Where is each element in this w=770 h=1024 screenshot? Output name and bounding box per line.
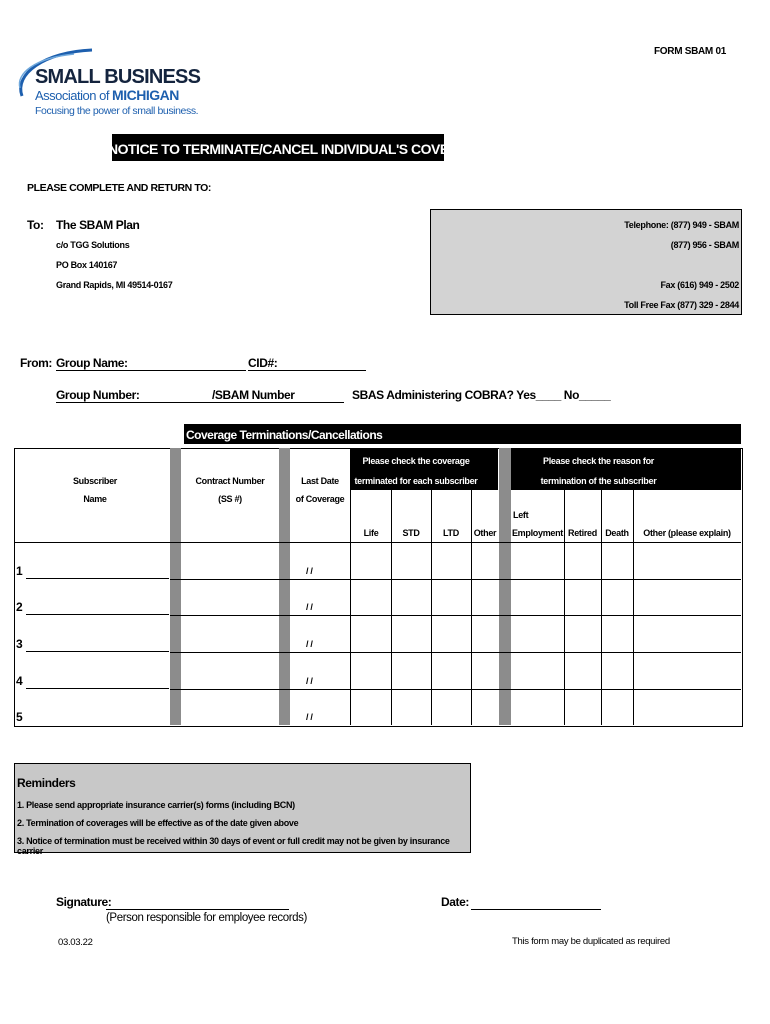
separator-3 [499,448,511,725]
col-std: STD [402,528,420,538]
logo-tagline: Focusing the power of small business. [35,105,199,117]
separator-1 [170,448,181,725]
form-code: FORM SBAM 01 [654,46,726,57]
return-instruction: PLEASE COMPLETE AND RETURN TO: [27,182,212,194]
vline-a [350,448,351,725]
group-name-field[interactable] [56,370,246,371]
col-ltd: LTD [443,528,459,538]
coverage-header-1: Please check the coverage [362,456,470,466]
contract-heading-2: (SS #) [218,494,242,504]
reminders-box [14,763,471,856]
sbam-number-label: /SBAM Number [212,388,295,402]
to-line3: Grand Rapids, MI 49514-0167 [56,280,173,290]
cid-field[interactable] [248,370,366,371]
date-label: Date: [441,895,470,909]
reminder-3: 3. Notice of termination must be received within 30 days of event or full credit may not be given by insurance carrier [17,836,450,856]
contact-telephone-2: (877) 956 - SBAM [670,240,739,250]
signature-field[interactable] [106,909,289,910]
to-line1: c/o TGG Solutions [56,240,130,250]
contact-fax: Fax (616) 949 - 2502 [660,280,739,290]
to-line2: PO Box 140167 [56,260,118,270]
subscriber-name-field-1[interactable] [26,578,169,579]
coverage-title: Coverage Terminations/Cancellations [186,428,383,442]
contact-box [430,209,742,315]
lastdate-heading-2: of Coverage [295,494,345,504]
row-number-5: 5 [16,710,23,724]
col-death: Death [605,528,629,538]
col-left: Left [513,510,529,520]
row-number-2: 2 [16,600,23,614]
coverage-header-2: terminated for each subscriber [354,476,478,486]
hline-1 [170,579,741,580]
subscriber-name-field-4[interactable] [26,688,169,689]
subscriber-name-field-2[interactable] [26,614,169,615]
cobra-question: SBAS Administering COBRA? Yes____ No_____ [352,388,611,402]
from-label: From: [20,356,52,370]
to-name: The SBAM Plan [56,218,140,232]
contract-heading-1: Contract Number [195,476,265,486]
col-retired: Retired [568,528,597,538]
group-name-label: Group Name: [56,356,128,370]
row-number-4: 4 [16,674,23,688]
lastdate-heading-1: Last Date [301,476,339,486]
group-number-field[interactable] [56,402,212,403]
separator-2 [279,448,290,725]
col-other-explain: Other (please explain) [643,528,731,538]
date-mask-2[interactable]: / / [306,602,313,612]
reason-header-1: Please check the reason for [543,456,654,466]
reminder-1: 1. Please send appropriate insurance carrier(s) forms (including BCN) [17,800,295,810]
contact-tollfree-fax: Toll Free Fax (877) 329 - 2844 [624,300,739,310]
duplication-note: This form may be duplicated as required [512,936,670,947]
date-mask-4[interactable]: / / [306,676,313,686]
date-field[interactable] [471,909,601,910]
logo-michigan: MICHIGAN [112,87,179,103]
logo-association [35,87,179,103]
sbam-number-field[interactable] [212,402,344,403]
reminders-title: Reminders [17,776,76,790]
date-mask-1[interactable]: / / [306,566,313,576]
subscriber-name-field-3[interactable] [26,651,169,652]
logo-association-prefix: Association of [35,88,113,103]
to-label: To: [27,218,44,232]
signature-label: Signature: [56,895,112,909]
hline-2 [170,615,741,616]
row-number-1: 1 [16,564,23,578]
col-life: Life [363,528,379,538]
signature-note: (Person responsible for employee records) [106,912,307,924]
cid-label: CID#: [248,356,278,370]
subscriber-heading-1: Subscriber [72,476,118,486]
hline-header [14,542,741,543]
col-employment: Employment [511,528,563,538]
row-number-3: 3 [16,637,23,651]
form-title: NOTICE TO TERMINATE/CANCEL INDIVIDUAL'S COVERAGE [108,141,488,157]
revision-date: 03.03.22 [58,937,93,948]
group-number-label: Group Number: [56,388,140,402]
col-other: Other [473,528,497,538]
date-mask-3[interactable]: / / [306,639,313,649]
contact-telephone: Telephone: (877) 949 - SBAM [624,220,739,230]
reminder-2: 2. Termination of coverages will be effective as of the date given above [17,818,299,828]
hline-4 [170,689,741,690]
hline-3 [170,652,741,653]
reason-header-2: termination of the subscriber [540,476,657,486]
logo-name: SMALL BUSINESS [35,66,201,88]
date-mask-5[interactable]: / / [306,712,313,722]
subscriber-heading-2: Name [83,494,107,504]
